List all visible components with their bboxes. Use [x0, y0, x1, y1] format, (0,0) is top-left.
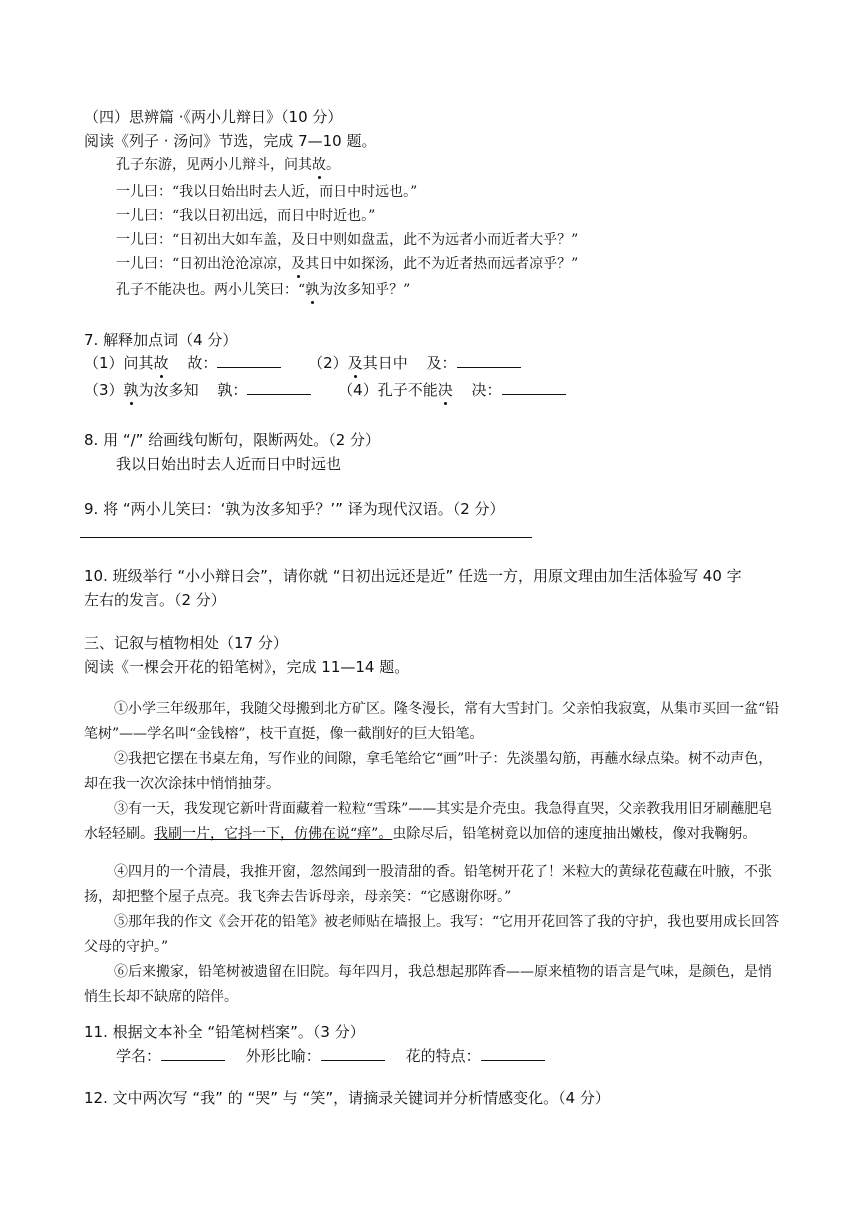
q7-item1-text: （1）问其 — [84, 354, 154, 372]
q10-line-2: 左右的发言。（2 分） — [84, 591, 226, 609]
passage-text: 为汝多知乎？” — [319, 282, 411, 298]
q7-item1-blank[interactable] — [217, 353, 281, 368]
dotted-word: 孰 — [123, 381, 139, 399]
q7-item4-blank[interactable] — [502, 380, 566, 395]
q7-row-2 — [84, 379, 566, 400]
passage-line-2: 一儿曰：“我以日始出时去人近，而日中时远也。” — [116, 184, 418, 200]
q7-item3-text: 为汝多知 — [138, 381, 199, 399]
q11-field-blank[interactable] — [321, 1046, 385, 1061]
q7-item2-blank[interactable] — [457, 353, 521, 368]
passage-line-5 — [116, 253, 578, 273]
q8-title: 8. 用 “/” 给画线句断句，限断两处。（2 分） — [84, 431, 381, 449]
q7-row-1 — [84, 352, 521, 373]
q11-field-label: 学名： — [116, 1047, 162, 1065]
q11-field-blank[interactable] — [161, 1046, 225, 1061]
story-text: ③有一天，我发现它新叶背面藏着一粒粒“雪珠”——其实是介壳虫。我急得直哭，父亲教我用旧牙刷蘸肥皂水轻轻刷。 — [84, 801, 773, 842]
q7-item1-label: 故： — [187, 354, 218, 372]
story-text: 虫除尽后，铅笔树竟以加倍的速度抽出嫩枝，像对我鞠躬。 — [392, 826, 757, 842]
passage-text: 。 — [326, 157, 340, 173]
q11-fields — [116, 1045, 545, 1066]
underlined-sentence: 我刷一片，它抖一下，仿佛在说“痒”。 — [154, 826, 393, 842]
q12-title: 12. 文中两次写 “我” 的 “哭” 与 “笑”，请摘录关键词并分析情感变化。（4 分） — [84, 1089, 610, 1107]
q11-title: 11. 根据文本补全 “铅笔树档案”。（3 分） — [84, 1023, 365, 1041]
dotted-word: 故 — [153, 354, 169, 372]
story-paragraph-4: ④四月的一个清晨，我推开窗，忽然闻到一股清甜的香。铅笔树开花了！米粒大的黄绿花苞藏在叶腋，不张扬，却把整个屋子点亮。我飞奔去告诉母亲，母亲笑：“它感谢你呀。” — [84, 864, 772, 905]
q11-field-blank[interactable] — [481, 1046, 545, 1061]
dotted-word: 及 — [347, 354, 363, 372]
q11-field-label: 外形比喻： — [245, 1047, 321, 1065]
dotted-word: 及 — [291, 253, 305, 273]
passage-text: 一儿曰：“日初出沧沧凉凉， — [116, 256, 292, 272]
q7-item2-label: 及： — [426, 354, 457, 372]
q8-sentence: 我以日始出时去人近而日中时远也 — [116, 455, 342, 473]
q7-item2-text: （2） — [308, 354, 348, 372]
dotted-word: 孰 — [305, 279, 319, 299]
passage-line-3: 一儿曰：“我以日初出远，而日中时近也。” — [116, 208, 376, 224]
q7-item4-label: 决： — [471, 381, 502, 399]
section4-heading: （四）思辨篇 ·《两小儿辩日》（10 分） — [84, 108, 343, 126]
dotted-word: 故 — [312, 154, 326, 174]
q11-field-label: 花的特点： — [405, 1047, 481, 1065]
story-paragraph-6: ⑥后来搬家，铅笔树被遗留在旧院。每年四月，我总想起那阵香——原来植物的语言是气味，是颜色，是悄悄生长却不缺席的陪伴。 — [84, 964, 772, 1005]
q9-answer-line[interactable] — [80, 537, 532, 538]
section3-heading: 三、记叙与植物相处（17 分） — [84, 634, 288, 652]
passage-line-1 — [116, 154, 340, 174]
passage-text: 孔子东游，见两小儿辩斗，问其 — [116, 157, 312, 173]
passage-text: 其日中如探汤，此不为近者热而远者凉乎？” — [305, 256, 579, 272]
section4-instruction: 阅读《列子 · 汤问》节选，完成 7—10 题。 — [84, 132, 377, 150]
passage-line-4: 一儿曰：“日初出大如车盖，及日中则如盘盂，此不为远者小而近者大乎？” — [116, 232, 579, 248]
q7-item4-text: （4）孔子不能 — [338, 381, 438, 399]
section3-instruction: 阅读《一棵会开花的铅笔树》，完成 11—14 题。 — [84, 658, 410, 676]
story-paragraph-5: ⑤那年我的作文《会开花的铅笔》被老师贴在墙报上。我写：“它用开花回答了我的守护，我也要用成长回答父母的守护。” — [84, 914, 780, 955]
q7-title: 7. 解释加点词（4 分） — [84, 331, 238, 349]
q7-item2-text: 其日中 — [362, 354, 408, 372]
q9-title: 9. 将 “两小儿笑曰：‘孰为汝多知乎？’” 译为现代汉语。（2 分） — [84, 500, 505, 518]
q10-line-1: 10. 班级举行 “小小辩日会”，请你就 “日初出远还是近” 任选一方，用原文理由加生活体验写 40 字 — [84, 567, 742, 585]
story-paragraph-1: ①小学三年级那年，我随父母搬到北方矿区。隆冬漫长，常有大雪封门。父亲怕我寂寞，从集市买回一盆“铅笔树”——学名叫“金钱榕”，枝干直挺，像一截削好的巨大铅笔。 — [84, 701, 780, 742]
passage-line-6 — [116, 279, 410, 299]
story-paragraph-3 — [84, 797, 784, 847]
q7-item3-text: （3） — [84, 381, 124, 399]
story-paragraph-2: ②我把它摆在书桌左角，写作业的间隙，拿毛笔给它“画”叶子：先淡墨勾筋，再蘸水绿点染。树不动声色，却在我一次次涂抹中悄悄抽芽。 — [84, 751, 773, 792]
dotted-word: 决 — [437, 381, 453, 399]
passage-text: 孔子不能决也。两小儿笑曰：“ — [116, 282, 306, 298]
q7-item3-label: 孰： — [217, 381, 248, 399]
q7-item3-blank[interactable] — [247, 380, 311, 395]
